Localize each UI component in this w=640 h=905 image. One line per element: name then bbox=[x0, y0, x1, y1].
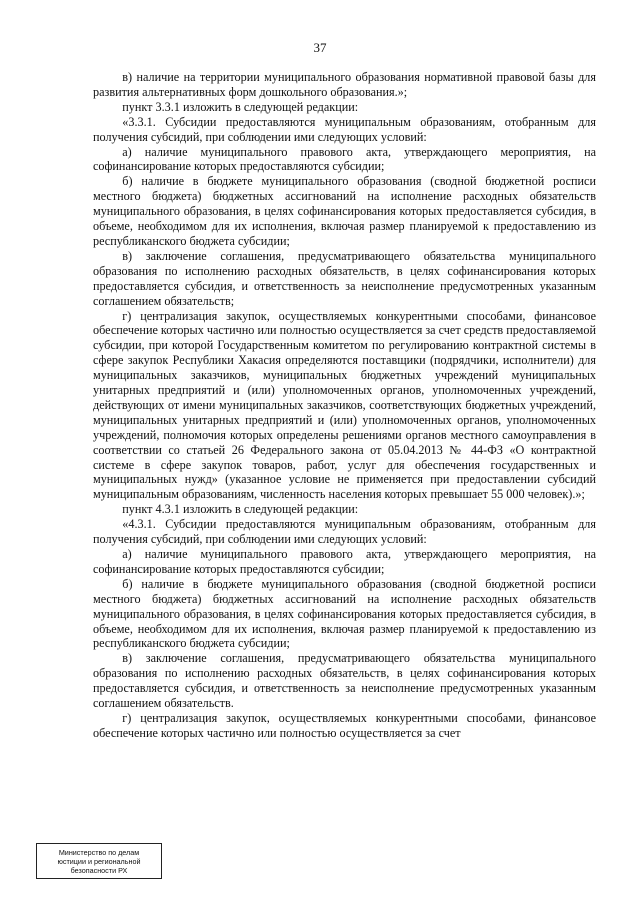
paragraph: в) наличие на территории муниципального образования нормативной правовой базы для развития альтернативных форм дошкольного образования.»; bbox=[93, 70, 596, 99]
paragraph: г) централизация закупок, осуществляемых конкурентными способами, финансовое обеспечение которых частично или полностью осуществляется за счет средств предоставляемой субсидии, при которой Государственным комитетом по регулированию контрактной системы в сфере закупок Республики Хакасия определяются поставщики (подрядчики, исполнители) для муниципальных заказчиков, муниципальных бюджетных учреждений муниципальных унитарных предприятий и (или) уполномоченных органов, уполномоченных учреждений, действующих от имени муниципальных заказчиков, соответствующих бюджетных учреждений, муниципальных унитарных предприятий и (или) уполномоченных органов, уполномоченных учреждений, полномочия которых определены решениями органов местного самоуправления в соответствии со статьей 26 Федерального закона от 05.04.2013 № 44-ФЗ «О контрактной системе в сфере закупок товаров, работ, услуг для обеспечения государственных и муниципальных нужд» (указанное условие не применяется при предоставлении субсидий муниципальным образованиям, численность населения которых превышает 55 000 человек).»; bbox=[93, 308, 596, 502]
paragraph: «3.3.1. Субсидии предоставляются муниципальным образованиям, отобранным для получения субсидий, при соблюдении ими следующих условий: bbox=[93, 114, 596, 144]
paragraph: пункт 4.3.1 изложить в следующей редакции: bbox=[122, 502, 359, 517]
ministry-stamp bbox=[36, 843, 162, 879]
paragraph: пункт 3.3.1 изложить в следующей редакции: bbox=[122, 99, 359, 114]
paragraph: а) наличие муниципального правового акта, утверждающего мероприятия, на софинансирование которых предоставляются субсидии; bbox=[93, 144, 596, 174]
document-body bbox=[93, 70, 596, 741]
paragraph: г) централизация закупок, осуществляемых конкурентными способами, финансовое обеспечение которых частично или полностью осуществляется за счет bbox=[93, 710, 596, 740]
paragraph: а) наличие муниципального правового акта, утверждающего мероприятия, на софинансирование которых предоставляются субсидии; bbox=[93, 547, 596, 576]
paragraph: б) наличие в бюджете муниципального образования (сводной бюджетной росписи местного бюджета) бюджетных ассигнований на исполнение расходных обязательств муниципального образования, в целях софинансирования которых предоставляется субсидия, в объеме, необходимом для их исполнения, включая размер планируемой к предоставлению из республиканского бюджета субсидии; bbox=[93, 174, 596, 248]
paragraph: в) заключение соглашения, предусматривающего обязательства муниципального образования по исполнению расходных обязательств, в целях софинансирования которых предоставляется субсидия, и ответственность за неисполнение предусмотренных указанным соглашением обязательств; bbox=[93, 248, 596, 308]
paragraph: б) наличие в бюджете муниципального образования (сводной бюджетной росписи местного бюджета) бюджетных ассигнований на исполнение расходных обязательств муниципального образования, в целях софинансирования которых предоставляется субсидия, в объеме, необходимом для их исполнения, включая размер планируемой к предоставлению из республиканского бюджета субсидии; bbox=[93, 576, 596, 651]
stamp-line: безопасности РХ bbox=[70, 866, 128, 875]
stamp-line: юстиции и региональной bbox=[57, 857, 141, 866]
page-number: 37 bbox=[313, 40, 327, 55]
paragraph: в) заключение соглашения, предусматривающего обязательства муниципального образования по исполнению расходных обязательств, в целях софинансирования которых предоставляется субсидия, и ответственность за неисполнение предусмотренных указанным соглашением обязательств. bbox=[93, 651, 596, 711]
paragraph: «4.3.1. Субсидии предоставляются муниципальным образованиям, отобранным для получения субсидий, при соблюдении ими следующих условий: bbox=[93, 517, 596, 547]
stamp-line: Министерство по делам bbox=[58, 848, 140, 857]
